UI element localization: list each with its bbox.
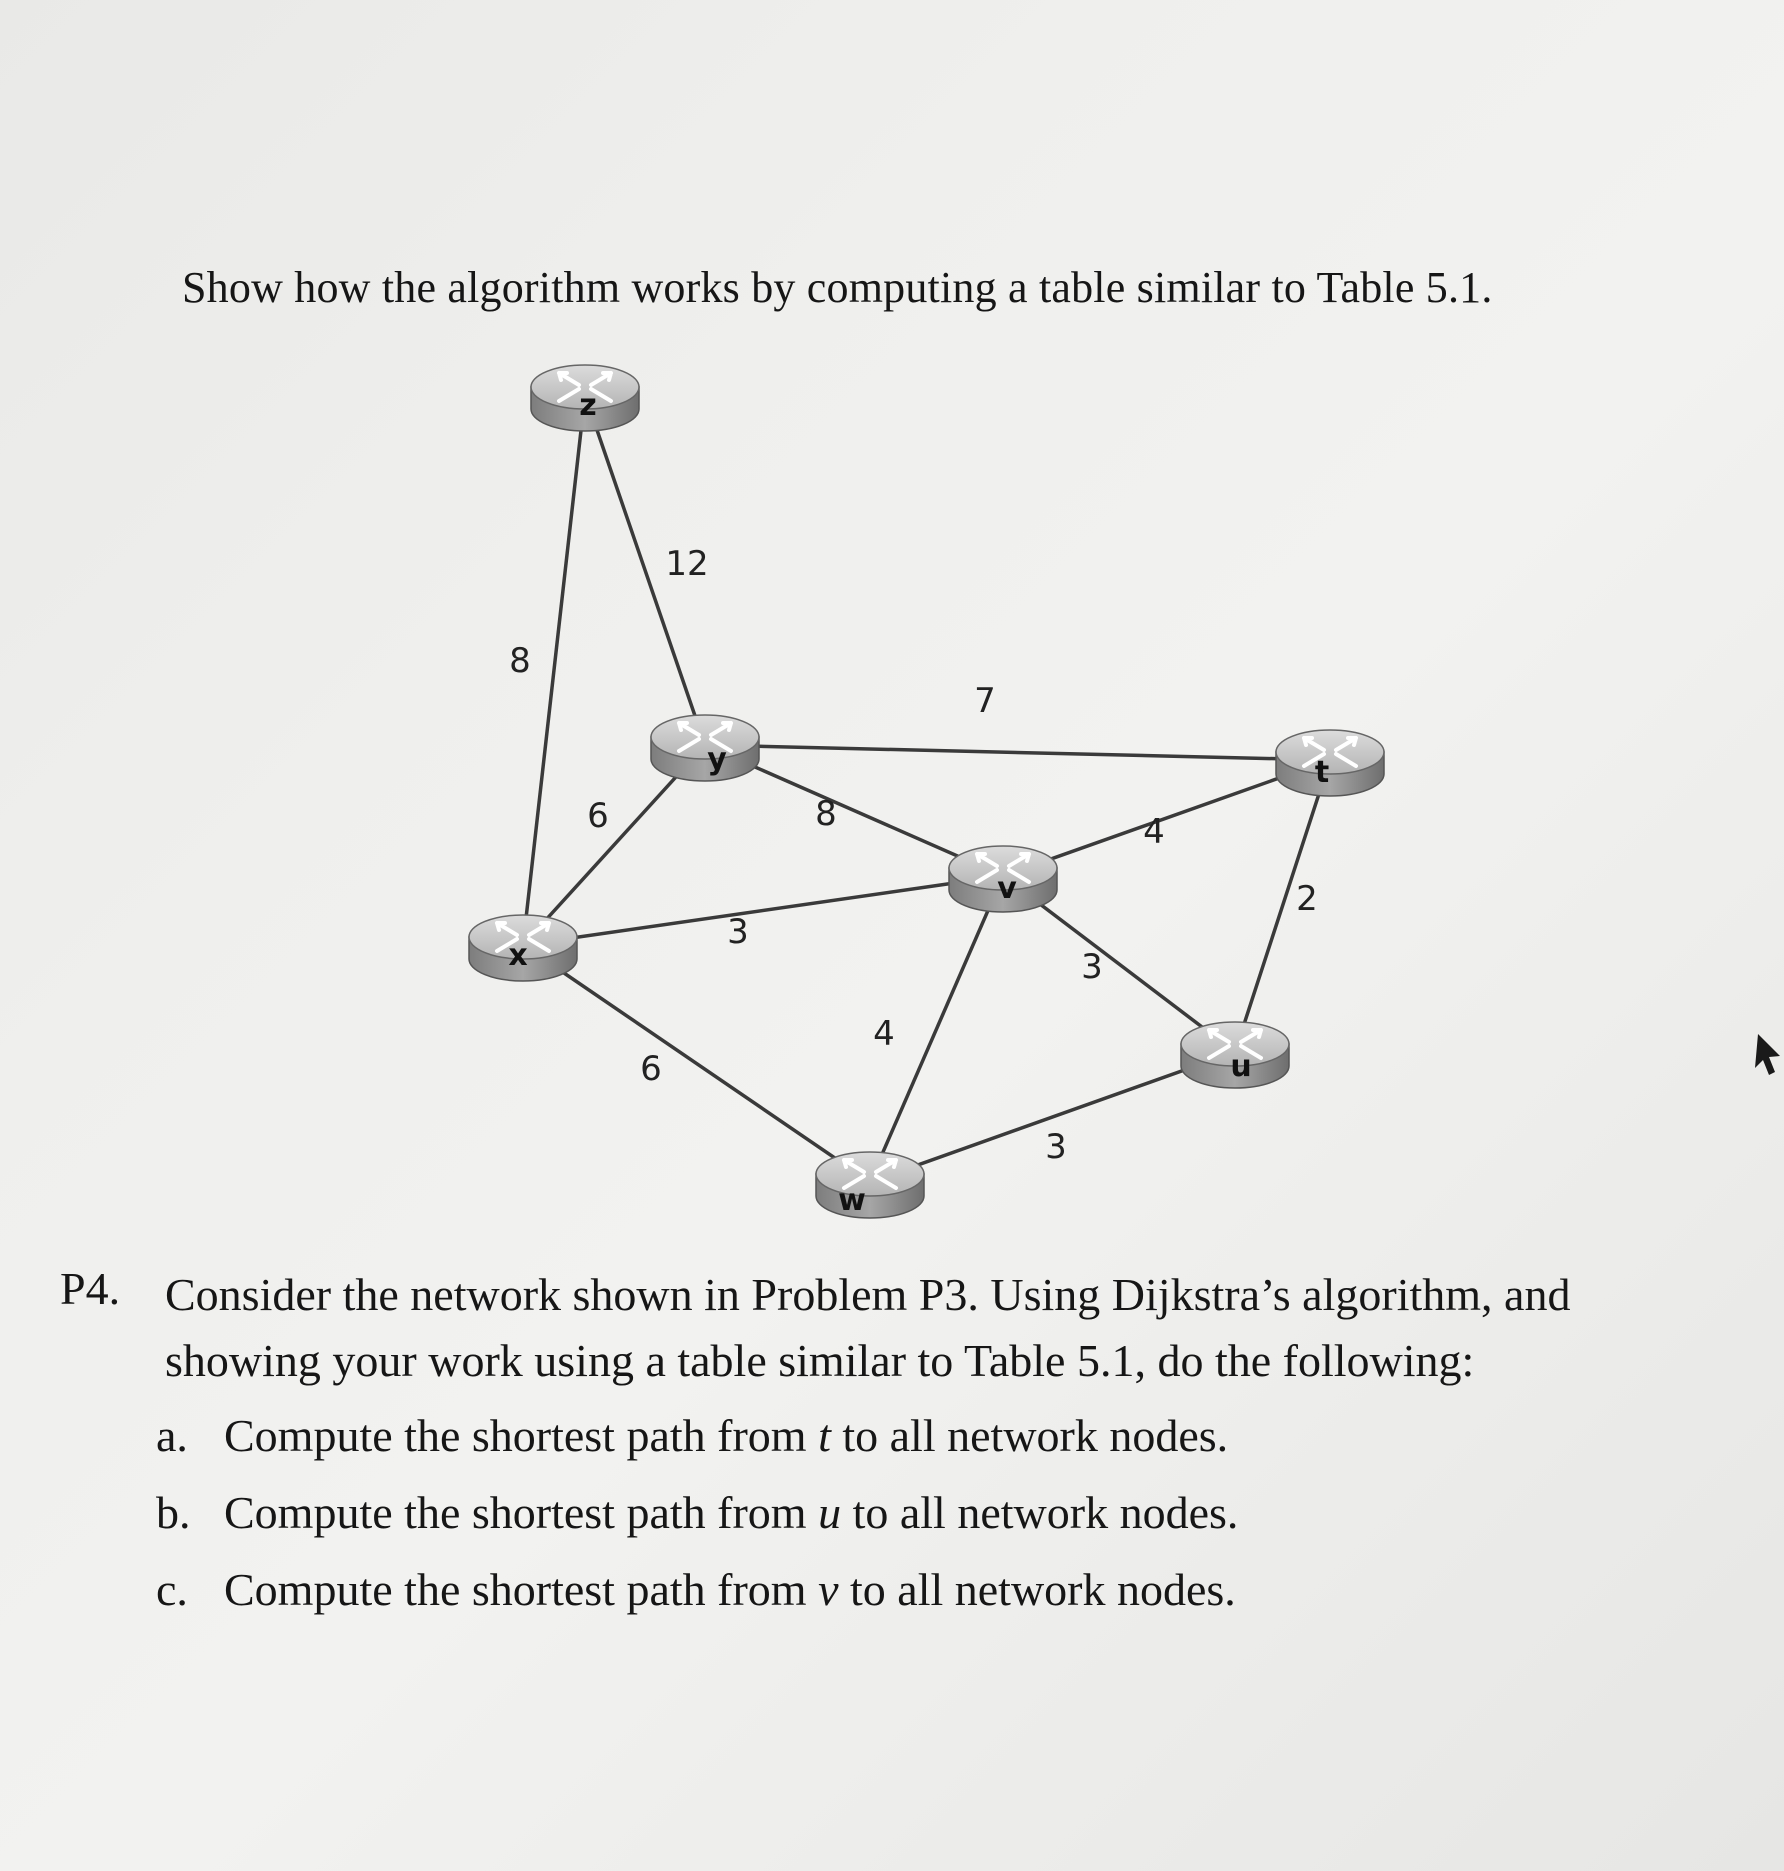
- subitem-text: Compute the shortest path from: [224, 1487, 819, 1538]
- subitem-text: Compute the shortest path from: [224, 1564, 819, 1615]
- router-node-t: [1276, 730, 1384, 796]
- subitem-text-end: to all network nodes.: [841, 1487, 1239, 1538]
- node-label-u: u: [1230, 1049, 1252, 1084]
- subitem-letter: c.: [156, 1564, 188, 1615]
- edge-x-v: [523, 876, 1003, 945]
- subitem-b: [156, 1474, 1238, 1551]
- node-label-w: w: [838, 1183, 866, 1218]
- edge-weight-x-v: 3: [727, 912, 749, 952]
- subitem-a: [156, 1397, 1238, 1474]
- edge-y-t: [705, 745, 1330, 760]
- edge-weight-y-v: 8: [815, 794, 837, 834]
- intro-text: Show how the algorithm works by computing a table similar to Table 5.1.: [182, 263, 1493, 312]
- subitem-variable: v: [818, 1564, 839, 1615]
- subitem-letter: b.: [156, 1487, 191, 1538]
- router-node-z: [531, 365, 639, 431]
- problem-line-2: showing your work using a table similar to Table 5.1, do the following:: [165, 1335, 1475, 1386]
- edge-weight-z-y: 12: [665, 544, 709, 584]
- router-node-u: [1181, 1022, 1289, 1088]
- edge-z-x: [523, 395, 585, 945]
- problem-label: P4.: [60, 1263, 121, 1314]
- router-top: [816, 1152, 924, 1196]
- router-node-x: [469, 915, 577, 981]
- edge-weight-t-u: 2: [1296, 879, 1318, 919]
- edge-weight-v-u: 3: [1081, 947, 1103, 987]
- router-top: [651, 715, 759, 759]
- problem-body: [165, 1262, 1765, 1394]
- problem-subitems: [156, 1397, 1238, 1628]
- subitem-c: [156, 1551, 1238, 1628]
- node-label-t: t: [1314, 755, 1330, 790]
- mouse-pointer-icon: [1752, 1032, 1782, 1086]
- problem-line-1: Consider the network shown in Problem P3. Using Dijkstra’s algorithm, and: [165, 1269, 1571, 1320]
- edge-weight-v-w: 4: [873, 1014, 895, 1054]
- edge-weight-x-w: 6: [640, 1049, 662, 1089]
- edge-weight-w-u: 3: [1045, 1127, 1067, 1167]
- subitem-letter: a.: [156, 1410, 188, 1461]
- router-node-v: [949, 846, 1057, 912]
- router-node-y: [651, 715, 759, 781]
- node-label-z: z: [579, 388, 597, 423]
- edge-weight-v-t: 4: [1143, 812, 1165, 852]
- node-label-y: y: [707, 742, 727, 777]
- subitem-variable: t: [818, 1410, 831, 1461]
- subitem-text-end: to all network nodes.: [830, 1410, 1229, 1461]
- edge-weight-y-x: 6: [587, 796, 609, 836]
- node-label-v: v: [997, 871, 1017, 906]
- subitem-variable: u: [818, 1487, 842, 1538]
- subitem-text: Compute the shortest path from: [224, 1410, 819, 1461]
- edge-x-w: [523, 945, 870, 1182]
- router-node-w: [816, 1152, 924, 1218]
- edge-weight-y-t: 7: [974, 681, 996, 721]
- subitem-text-end: to all network nodes.: [838, 1564, 1236, 1615]
- router-top: [1276, 730, 1384, 774]
- edge-weight-z-x: 8: [509, 641, 531, 681]
- node-label-x: x: [508, 938, 528, 973]
